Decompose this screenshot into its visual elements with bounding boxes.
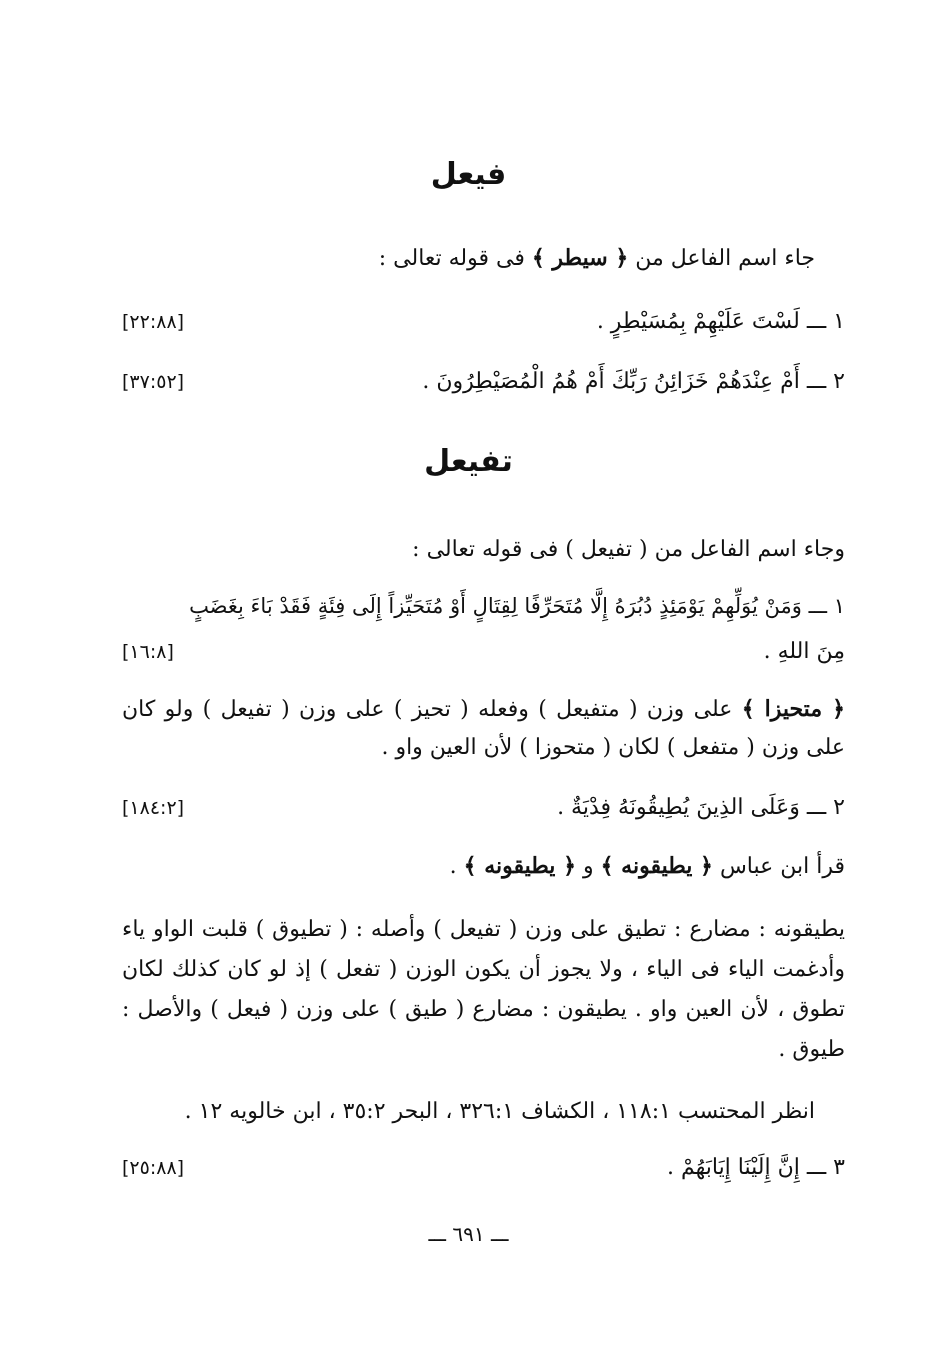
- intro-line-1: [379, 240, 815, 277]
- explanation-term: ﴿ متحيزا ﴾: [741, 696, 845, 722]
- verse-row-1: [122, 302, 845, 342]
- reading-text-before: قرأ ابن عباس: [719, 854, 845, 879]
- verse-reference: [٢٢:٨٨]: [122, 311, 185, 333]
- verse-text: ١ ـــ لَسْتَ عَلَيْهِمْ بِمُسَيْطِرٍ .: [596, 309, 845, 334]
- section-heading-tafayal: تفيعل: [424, 444, 513, 479]
- intro-line-2: وجاء اسم الفاعل من ( تفيعل ) فى قوله تعالى :: [412, 537, 845, 562]
- explanation-paragraph-1: [122, 690, 845, 767]
- verse-reference: [٣٧:٥٢]: [122, 371, 185, 393]
- references-line: انظر المحتسب ١١٨:١ ، الكشاف ٣٢٦:١ ، البحر ٣٥:٢ ، ابن خالويه ١٢ .: [184, 1099, 815, 1124]
- verse-row-2: [122, 362, 845, 402]
- verse-reference: [١٨٤:٢]: [122, 797, 185, 819]
- reading-end: .: [449, 854, 457, 879]
- section-heading-fayal: فيعل: [430, 157, 507, 192]
- reading-note: [450, 848, 845, 885]
- intro-text-after: فى قوله تعالى :: [378, 246, 525, 271]
- intro-term: ﴿ سيطر ﴾: [531, 245, 629, 271]
- verse-text: ٢ ـــ وَعَلَى الذِينَ يُطِيقُونَهُ فِدْيَةٌ .: [557, 795, 845, 820]
- explanation-paragraph-2: يطيقونه : مضارع : تطيق على وزن ( تفيعل ) وأصله : ( تطيوق ) قلبت الواو ياء وأدغمت الياء فى الياء ، ولا يجوز أن يكون الوزن ( تفعل ) إذ لو كان كذلك لكان تطوق ، لأن العين واو . يطيقون : مضارع ( طيق ) على وزن ( فيعل ) والأصل : طيوق .: [122, 917, 845, 1062]
- verse-reference: [٢٥:٨٨]: [122, 1157, 185, 1179]
- intro-text-before: جاء اسم الفاعل من: [635, 246, 815, 271]
- verse-row-2-2: [122, 788, 845, 828]
- reading-term-1: ﴿ يطيقونه ﴾: [600, 853, 713, 879]
- verse-text: ٢ ـــ أَمْ عِنْدَهُمْ خَزَائِنُ رَبِّكَ أَمْ هُمُ الْمُصَيْطِرُونَ .: [422, 369, 845, 394]
- verse-row-2-1-end: [122, 632, 845, 672]
- page-number: ـــ ٦٩١ ـــ: [428, 1222, 509, 1246]
- verse-reference: [١٦:٨]: [122, 641, 174, 663]
- verse-text: ٣ ـــ إِنَّ إِلَيْنَا إِيَابَهُمْ .: [666, 1155, 845, 1180]
- verse-text: مِنَ اللهِ .: [763, 639, 845, 664]
- reading-conjunction: و: [582, 854, 594, 879]
- reading-term-2: ﴿ يطيقونه ﴾: [463, 853, 576, 879]
- verse-row-2-3: [122, 1148, 845, 1188]
- explanation-text: على وزن ( متفيعل ) وفعله ( تحيز ) على وزن ( تفيعل ) ولو كان على وزن ( متفعل ) لكان ( متحوزا ) لأن العين واو .: [122, 697, 845, 760]
- verse-2-1-line-1: ١ ـــ وَمَنْ يُوَلِّهِمْ يَوْمَئِذٍ دُبُرَهُ إِلَّا مُتَحَرِّفًا لِقِتَالٍ أَوْ مُتَحَيِّزاً إِلَى فِئَةٍ فَقَدْ بَاءَ بِغَضَبٍ: [189, 594, 845, 618]
